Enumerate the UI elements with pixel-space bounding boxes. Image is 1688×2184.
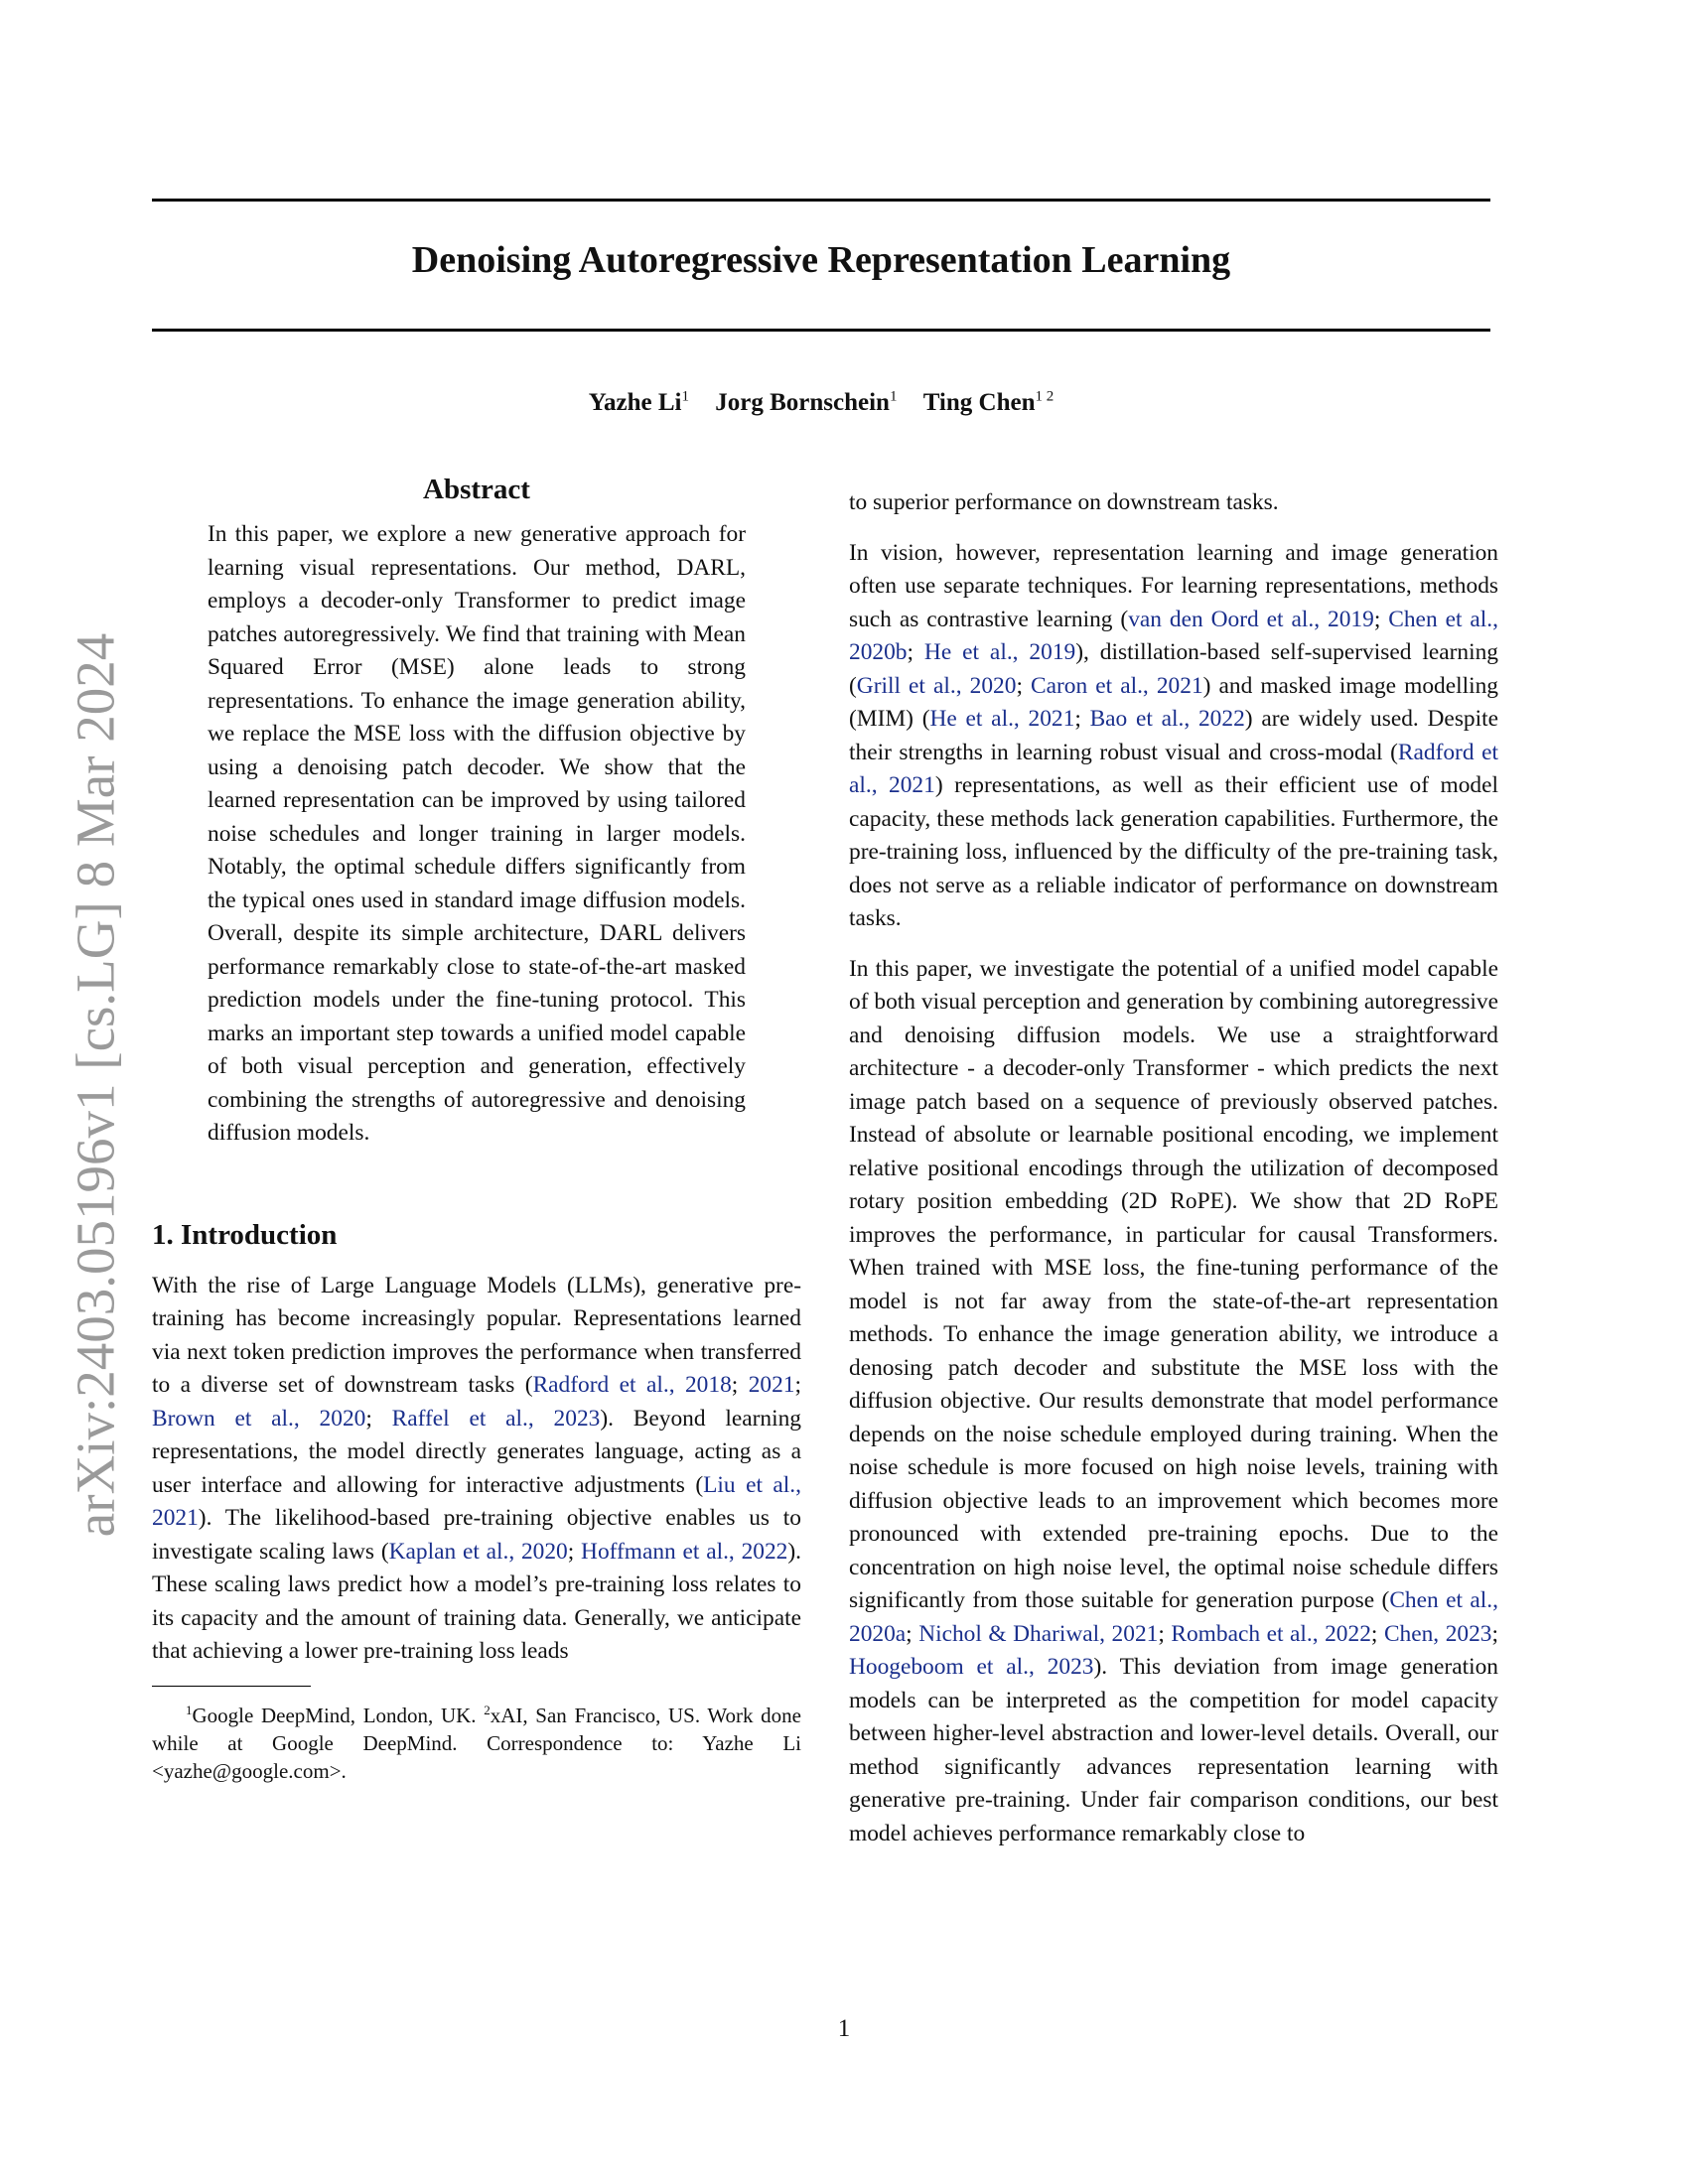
intro-paragraph-2 (849, 537, 1498, 936)
citation-link[interactable]: Chen et al., 2020b (849, 606, 1498, 665)
paragraph-text: In this paper, we investigate the potential of a unified model capable of both visual perception and generation by combining autoregressive and denoising diffusion models. We use a straightforward architecture - a decoder-only Transformer - which predicts the next image patch based on a sequence of previously observed patches. Instead of absolute or learnable positional encoding, we implement relative positional encodings through the utilization of decomposed rotary position embedding (2D RoPE). We show that 2D RoPE improves the performance, in particular for causal Transformers. When trained with MSE loss, the fine-tuning performance of the model is not far away from the state-of-the-art representation methods. To enhance the image generation ability, we introduce a denosing patch decoder and substitute the MSE loss with the diffusion objective. Our results demonstrate that model performance depends on the noise schedule employed during training. When the noise schedule is more focused on high noise levels, training with diffusion objective leads to an improvement which becomes more pronounced with extended pre-training epochs. Due to the concentration on high noise level, the optimal noise schedule differs significantly from those suitable for generation purpose ( (849, 955, 1498, 1613)
citation-link[interactable]: 2021 (748, 1372, 795, 1398)
left-column (152, 473, 801, 1785)
citation-link[interactable]: Nichol & Dhariwal, 2021 (918, 1620, 1159, 1647)
paragraph-text: ; (1016, 672, 1032, 699)
paragraph-text: ; (1074, 706, 1090, 732)
paragraph-text: ), distillation-based self-supervised learning ( (849, 639, 1498, 699)
title-rule-top (152, 199, 1490, 202)
paragraph-text: ) and masked image modelling (MIM) ( (849, 672, 1498, 732)
citation-link[interactable]: Chen, 2023 (1383, 1620, 1492, 1647)
arxiv-identifier-stamp: arXiv:2403.05196v1 [cs.LG] 8 Mar 2024 (65, 632, 126, 1538)
paragraph-text: ). These scaling laws predict how a model’s pre-training loss relates to its capacity and the amount of training data. Generally, we anticipate that achieving a lower pre-training loss leads (152, 1538, 801, 1664)
paragraph-text: ) representations, as well as their efficient use of model capacity, these methods lack generation capabilities. Furthermore, the pre-training loss, influenced by the difficulty of the pre-training task, does not serve as a reliable indicator of performance on downstream tasks. (849, 772, 1498, 931)
citation-link[interactable]: Radford et al., 2018 (532, 1372, 732, 1398)
paragraph-text: ) are widely used. Despite their strengths in learning robust visual and cross-modal ( (849, 706, 1498, 765)
intro-paragraph-3 (849, 953, 1498, 1851)
citation-link[interactable]: Brown et al., 2020 (152, 1405, 366, 1432)
citation-link[interactable]: Grill et al., 2020 (856, 672, 1017, 699)
author-affiliation: 1 2 (1035, 389, 1055, 405)
citation-link[interactable]: Caron et al., 2021 (1031, 672, 1203, 699)
author-name: Yazhe Li (588, 389, 682, 417)
paragraph-text: ; (1491, 1620, 1498, 1647)
citation-link[interactable]: He et al., 2021 (929, 706, 1075, 732)
abstract-heading: Abstract (423, 474, 530, 505)
citation-link[interactable]: Radford et al., 2021 (849, 739, 1498, 798)
citation-link[interactable]: Kaplan et al., 2020 (388, 1538, 568, 1565)
paragraph-text: ). Beyond learning representations, the model directly generates language, acting as a user interface and allowing for interactive adjustments ( (152, 1405, 801, 1498)
citation-link[interactable]: van den Oord et al., 2019 (1128, 606, 1374, 632)
paragraph-text: ; (907, 639, 924, 665)
author (715, 389, 897, 416)
intro-paragraph-1 (152, 1270, 801, 1669)
citation-link[interactable]: Bao et al., 2022 (1089, 706, 1245, 732)
page-number: 1 (837, 2015, 851, 2042)
citation-link[interactable]: Liu et al., 2021 (152, 1471, 802, 1531)
paragraph-text: ; (1158, 1620, 1172, 1647)
author-affiliation: 1 (889, 389, 898, 405)
paragraph-text: ; (1370, 1620, 1384, 1647)
footnote-divider (152, 1686, 311, 1687)
right-column (849, 486, 1498, 1867)
citation-link[interactable]: Raffel et al., 2023 (391, 1405, 601, 1432)
citation-link[interactable]: Hoogeboom et al., 2023 (849, 1654, 1094, 1680)
paragraph-text: ). The likelihood-based pre-training objective enables us to investigate scaling laws ( (152, 1505, 801, 1565)
paragraph-text: ; (567, 1538, 582, 1565)
paragraph-text: ; (365, 1405, 392, 1432)
citation-link[interactable]: He et al., 2019 (923, 639, 1076, 665)
author (589, 389, 689, 416)
introduction-heading: 1. Introduction (152, 1218, 338, 1251)
paragraph-text: ; (731, 1372, 749, 1398)
paragraph-text: In vision, however, representation learning and image generation often use separate techniques. For learning representations, methods such as contrastive learning ( (849, 539, 1498, 632)
paper-title: Denoising Autoregressive Representation Learning (411, 239, 1231, 281)
footnote-mark: 2 (484, 1702, 491, 1717)
author (923, 389, 1055, 416)
citation-link[interactable]: Chen et al., 2020a (849, 1587, 1499, 1647)
footnote-mark: 1 (186, 1702, 193, 1717)
author-name: Ting Chen (922, 389, 1036, 417)
abstract-text: In this paper, we explore a new generative approach for learning visual representations. Our method, DARL, employs a decoder-only Transformer to predict image patches autoregressively. We find that training with Mean Squared Error (MSE) alone leads to strong representations. To enhance the image generation ability, we replace the MSE loss with the diffusion objective by using a denoising patch decoder. We show that the learned representation can be improved by using tailored noise schedules and longer training in larger models. Notably, the optimal schedule differs significantly from the typical ones used in standard image diffusion models. Overall, despite its simple architecture, DARL delivers performance remarkably close to state-of-the-art masked prediction models under the fine-tuning protocol. This marks an important step towards a unified model capable of both visual perception and generation, effectively combining the strengths of autoregressive and denoising diffusion models. (208, 521, 746, 1146)
citation-link[interactable]: Hoffmann et al., 2022 (581, 1538, 788, 1565)
citation-link[interactable]: Rombach et al., 2022 (1171, 1620, 1371, 1647)
affiliation-footnote (152, 1697, 801, 1785)
author-name: Jorg Bornschein (715, 389, 890, 417)
footnote-text: Google DeepMind, London, UK. (192, 1703, 485, 1727)
paragraph-text: ; (794, 1372, 801, 1398)
author-list (152, 389, 1490, 417)
title-rule-bottom (152, 329, 1490, 332)
footnote-text: xAI, San Francisco, US. Work done while at Google DeepMind. Correspondence to: Yazhe Li <yazhe@google.com>. (152, 1703, 801, 1783)
paragraph-text: With the rise of Large Language Models (LLMs), generative pre-training has become increasingly popular. Representations learned via next token prediction improves the performance when transferred to a diverse set of downstream tasks ( (152, 1272, 801, 1398)
paragraph-text: ). This deviation from image generation models can be interpreted as the competition for model capacity between higher-level abstraction and lower-level details. Overall, our method significantly advances representation learning with generative pre-training. Under fair comparison conditions, our best model achieves performance remarkably close to (849, 1654, 1498, 1846)
paragraph-text: ; (1373, 606, 1389, 632)
intro-paragraph-1-continued: to superior performance on downstream tasks. (849, 489, 1279, 515)
author-affiliation: 1 (681, 389, 689, 405)
paragraph-text: ; (906, 1620, 919, 1647)
